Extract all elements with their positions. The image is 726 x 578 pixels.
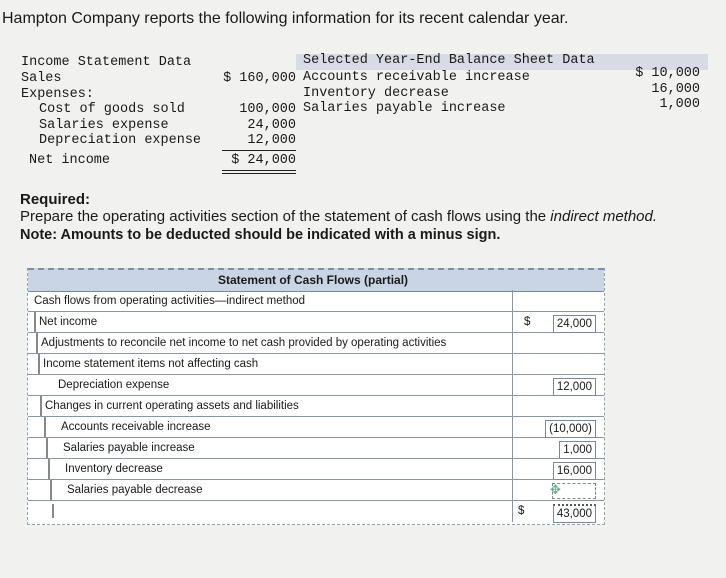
salaries-payable-increase-label: Salaries payable increase [303,101,506,116]
intro-text: Hampton Company reports the following information for its recent calendar year. [2,10,569,27]
required-note: Note: Amounts to be deducted should be indicated with a minus sign. [20,227,501,243]
required-text-start: Prepare the operating activities section of the statement of cash flows using the [20,208,551,225]
net-income-row-label[interactable]: Net income [34,312,97,332]
cash-flows-heading-label: Cash flows from operating activities—indirect method [34,295,306,307]
total-dollar: $ [518,505,525,517]
changes-label[interactable]: Changes in current operating assets and liabilities [40,396,299,416]
net-income-label: Net income [29,153,111,168]
salaries-payable-increase-value: 1,000 [659,97,700,112]
depreciation-row-label[interactable]: Depreciation expense [58,379,170,391]
required-text-italic: indirect method. [550,208,658,225]
sp-increase-amount-input[interactable]: 1,000 [559,441,596,459]
net-income-amount-input[interactable]: 24,000 [553,315,596,333]
salaries-expense-value: 24,000 [247,118,296,133]
cash-flow-statement-form [27,268,605,525]
salaries-expense-label: Salaries expense [39,118,169,133]
ar-increase-row-label[interactable]: Accounts receivable increase [44,417,211,437]
not-affecting-cash-label[interactable]: Income statement items not affecting cash [38,354,258,374]
depreciation-amount-input[interactable]: 12,000 [553,378,596,396]
required-text [20,208,657,225]
move-cursor-icon: ✥ [550,482,561,497]
depreciation-expense-value: 12,000 [247,133,296,148]
income-statement-heading: Income Statement Data [21,55,192,70]
inventory-decrease-row-label[interactable]: Inventory decrease [48,459,163,479]
sales-value: $ 160,000 [223,71,296,86]
total-rule-1 [222,170,296,171]
inventory-decrease-label: Inventory decrease [303,86,449,101]
ar-increase-value: $ 10,000 [635,66,700,81]
cogs-value: 100,000 [239,102,296,117]
inventory-decrease-amount-input[interactable]: 16,000 [553,462,596,480]
total-amount-input[interactable]: 43,000 [553,504,596,523]
ar-increase-amount-input[interactable]: (10,000) [545,420,596,438]
form-title: Statement of Cash Flows (partial) [28,268,604,292]
sales-label: Sales [21,71,62,86]
ar-increase-label: Accounts receivable increase [303,70,530,85]
sp-increase-row-label[interactable]: Salaries payable increase [46,438,195,458]
total-rule-2 [222,173,296,174]
net-income-dollar: $ [524,316,531,328]
net-income-value: $ 24,000 [231,153,296,168]
balance-sheet-heading: Selected Year-End Balance Sheet Data [303,53,595,68]
inventory-decrease-value: 16,000 [651,82,700,97]
total-row-label[interactable] [52,504,497,518]
subtotal-rule [222,150,296,151]
depreciation-expense-label: Depreciation expense [39,133,202,148]
cogs-label: Cost of goods sold [39,102,185,117]
required-title: Required: [20,191,91,208]
adjustments-label[interactable]: Adjustments to reconcile net income to net cash provided by operating activities [36,333,446,353]
sp-decrease-row-label[interactable]: Salaries payable decrease [50,480,203,500]
expenses-label: Expenses: [21,87,94,102]
